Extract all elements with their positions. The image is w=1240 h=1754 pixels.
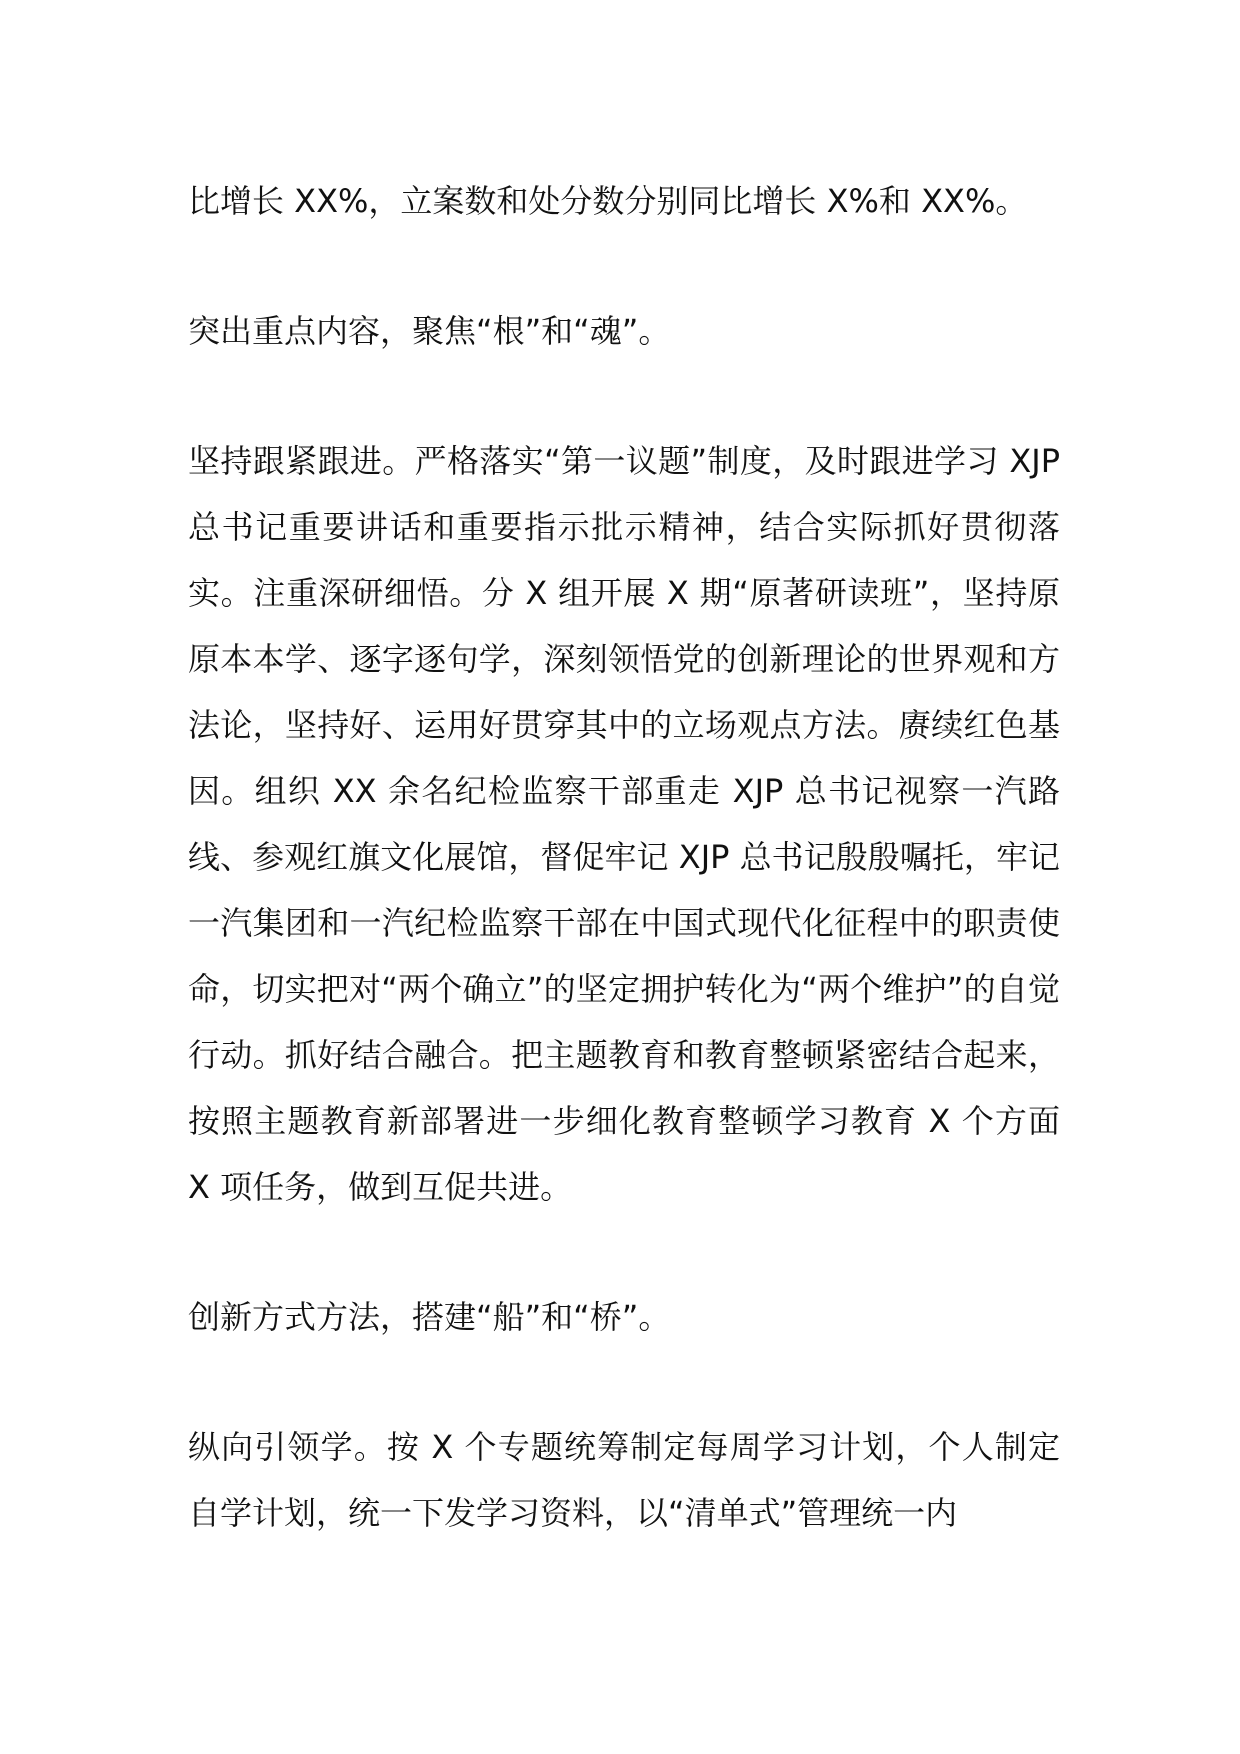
paragraph-heading-key-content: 突出重点内容，聚焦“根”和“魂”。 — [188, 312, 671, 350]
paragraph-growth-stats: 比增长 XX%，立案数和处分数分别同比增长 X%和 XX%。 — [188, 182, 1028, 220]
paragraph-vertical-learning: 纵向引领学。按 X 个专题统筹制定每周学习计划，个人制定自学计划，统一下发学习资料，以“清单式”管理统一内 — [188, 1428, 1060, 1532]
paragraph-study-measures: 坚持跟紧跟进。严格落实“第一议题”制度，及时跟进学习 XJP 总书记重要讲话和重要指示批示精神，结合实际抓好贯彻落实。注重深研细悟。分 X 组开展 X 期“原著研读班”，坚持原原本本学、逐字逐句学，深刻领悟党的创新理论的世界观和方法论，坚持好、运用好贯穿其中的立场观点方法。赓续红色基因。组织 XX 余名纪检监察干部重走 XJP 总书记视察一汽路线、参观红旗文化展馆，督促牢记 XJP 总书记殷殷嘱托，牢记一汽集团和一汽纪检监察干部在中国式现代化征程中的职责使命，切实把对“两个确立”的坚定拥护转化为“两个维护”的自觉行动。抓好结合融合。把主题教育和教育整顿紧密结合起来，按照主题教育新部署进一步细化教育整顿学习教育 X 个方面 X 项任务，做到互促共进。 — [188, 442, 1060, 1206]
paragraph-heading-innovation: 创新方式方法，搭建“船”和“桥”。 — [188, 1298, 671, 1336]
document-body — [188, 168, 1060, 1610]
